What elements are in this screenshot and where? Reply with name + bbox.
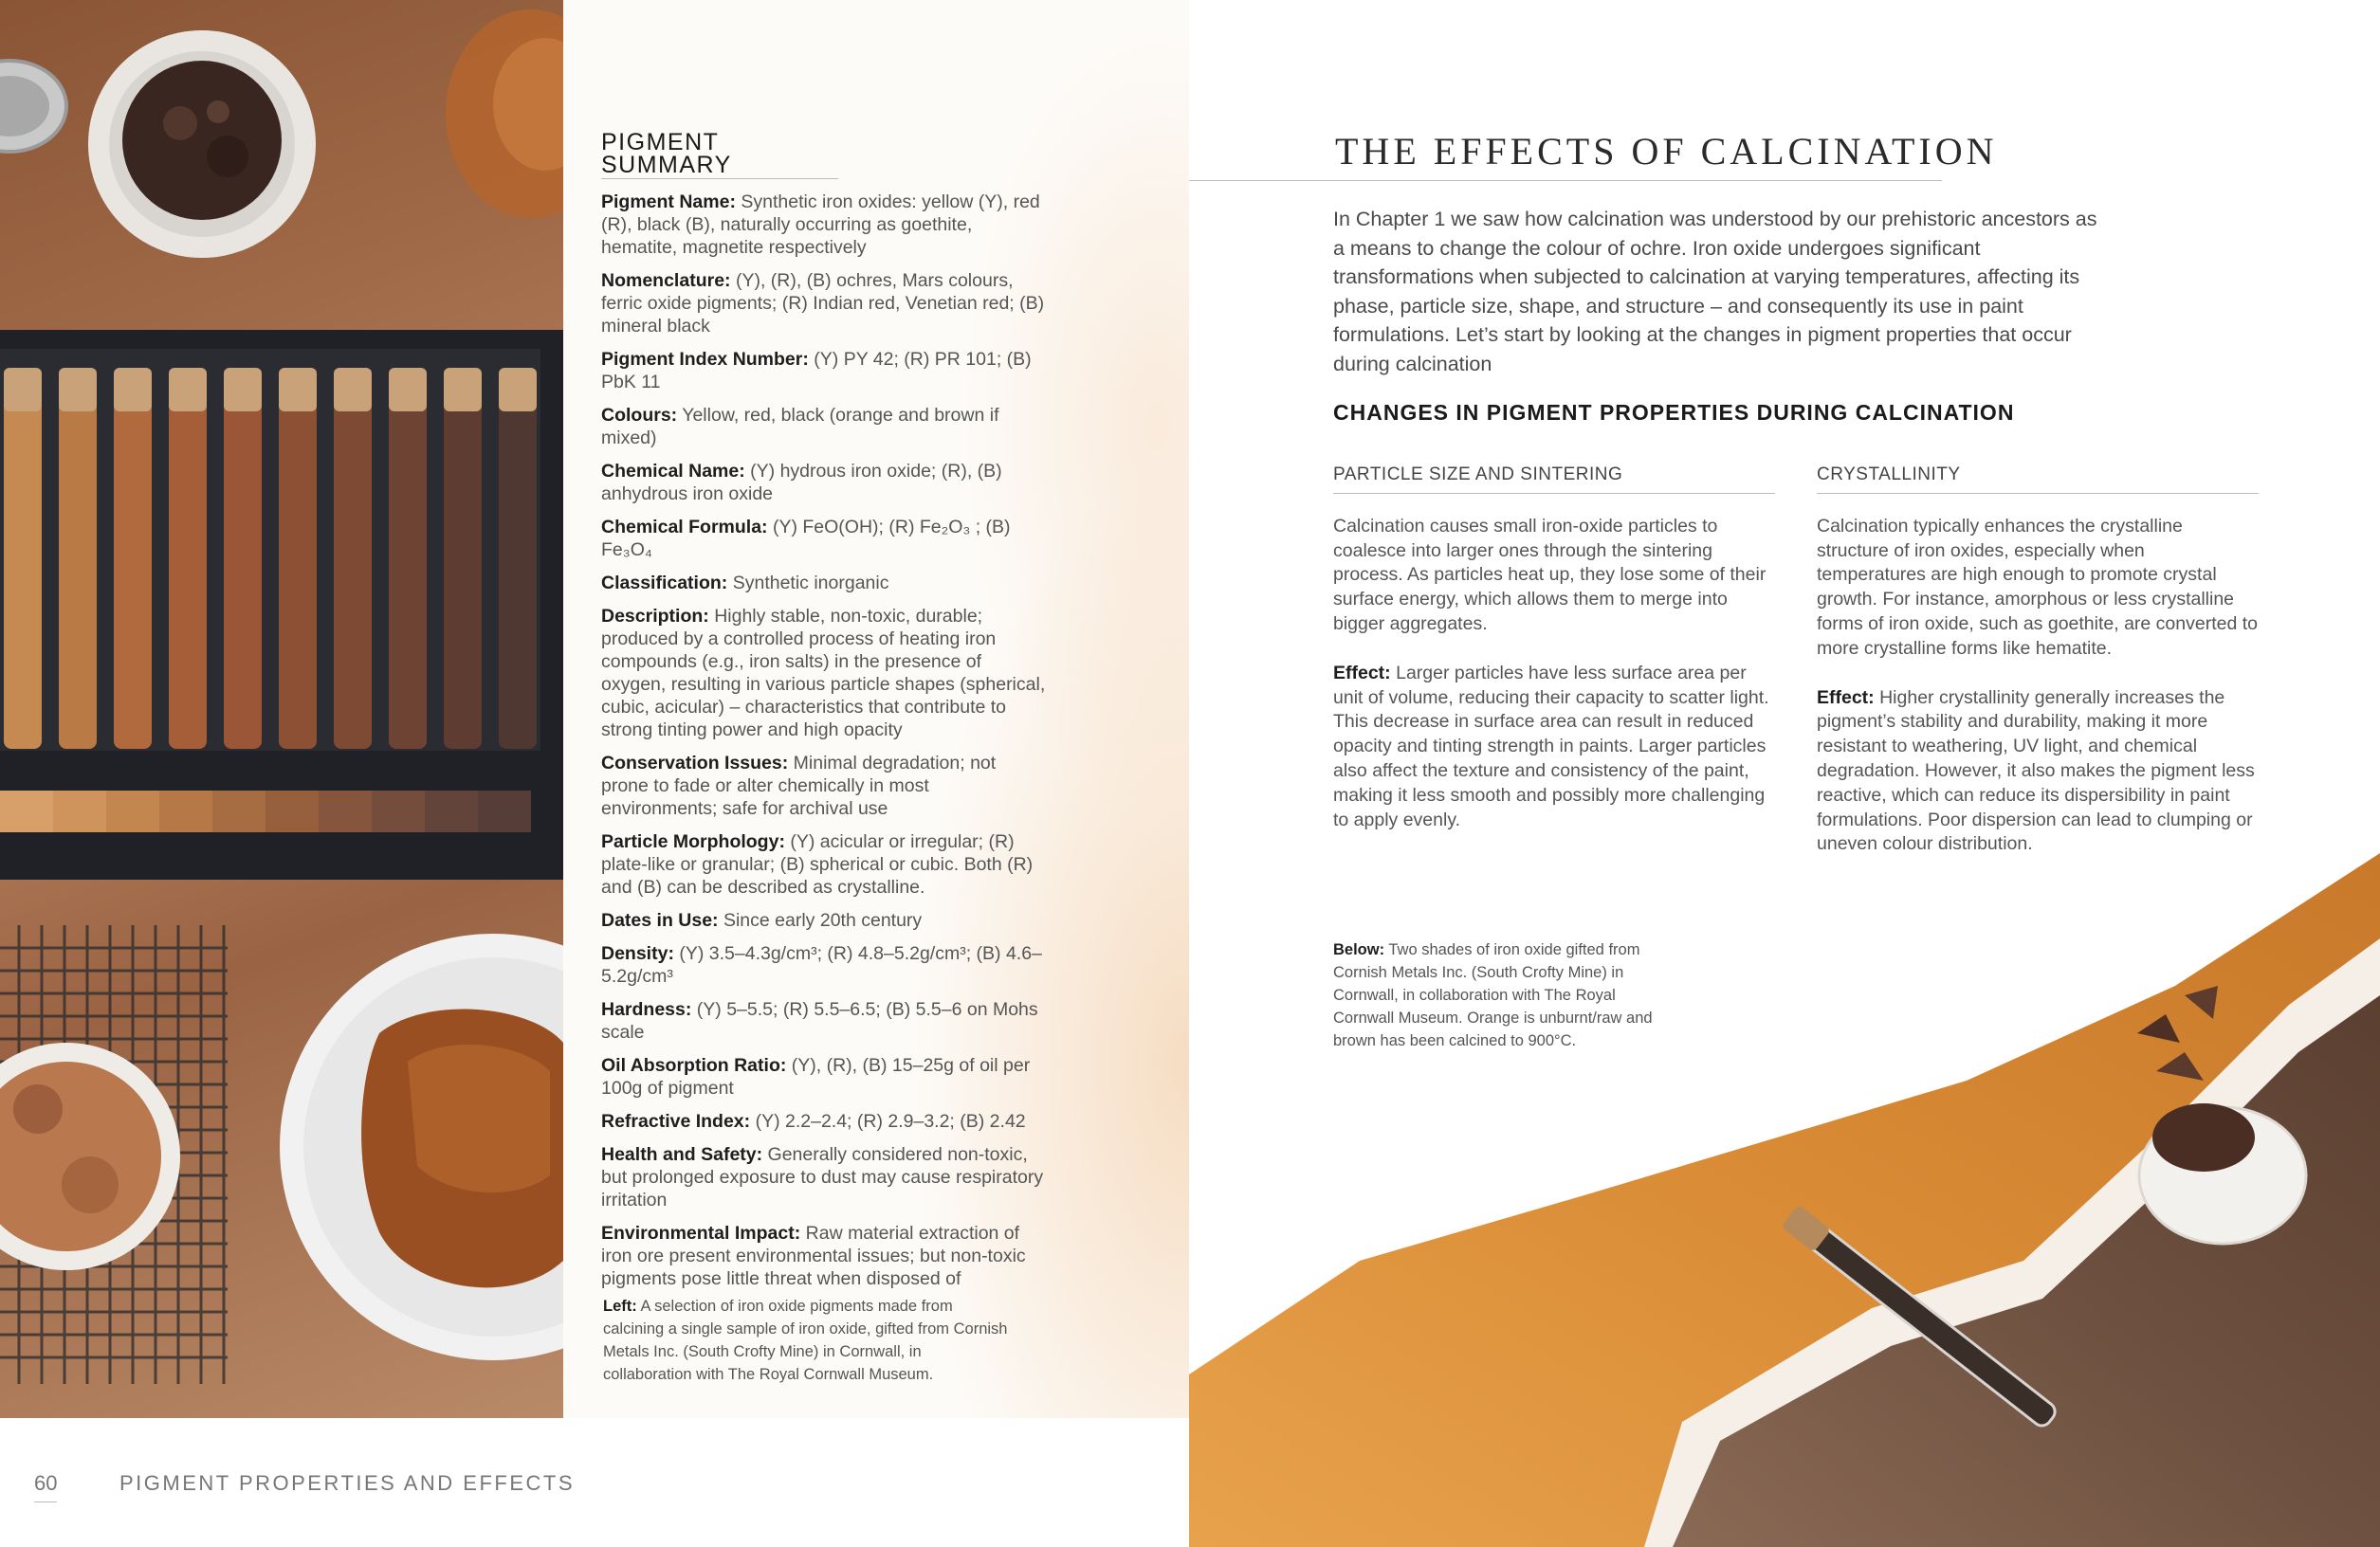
entry-label: Pigment Index Number: bbox=[601, 349, 809, 370]
entry-label: Nomenclature: bbox=[601, 270, 731, 291]
entry-colours bbox=[601, 404, 1047, 449]
entry-text: Highly stable, non-toxic, durable; produced by a controlled process of heating iron compounds (e.g., iron salts) in the presence of oxygen, resulting in various particle shapes (spherical, cubic, acicular) – characteristics that contribute to strong tinting power and high opacity bbox=[601, 606, 1046, 740]
column-crystallinity bbox=[1817, 463, 2259, 882]
entry-text: Generally considered non-toxic, but prolonged exposure to dust may cause respiratory irritation bbox=[601, 1144, 1044, 1210]
pigment-summary bbox=[601, 131, 1047, 1301]
right-photo-caption bbox=[1333, 938, 1675, 1052]
entry-health-safety bbox=[601, 1143, 1047, 1211]
entry-oil-absorption bbox=[601, 1054, 1047, 1100]
entry-text: Raw material extraction of iron ore present environmental issues; but non-toxic pigments pose little threat when disposed of bbox=[601, 1223, 1026, 1289]
entry-text: Yellow, red, black (orange and brown if mixed) bbox=[601, 405, 999, 448]
entry-text: (Y), (R), (B) 15–25g of oil per 100g of pigment bbox=[601, 1055, 1031, 1099]
entry-text: (Y) 5–5.5; (R) 5.5–6.5; (B) 5.5–6 on Mohs scale bbox=[601, 999, 1038, 1043]
caption-label: Left: bbox=[603, 1298, 637, 1315]
entry-text: (Y) PY 42; (R) PR 101; (B) PbK 11 bbox=[601, 349, 1032, 392]
entry-label: Density: bbox=[601, 943, 674, 964]
entry-label: Classification: bbox=[601, 573, 728, 593]
entry-text: (Y), (R), (B) ochres, Mars colours, ferric oxide pigments; (R) Indian red, Venetian red; (B) mineral black bbox=[601, 270, 1045, 337]
section-heading: CHANGES IN PIGMENT PROPERTIES DURING CALCINATION bbox=[1333, 400, 2015, 425]
effect-text: Higher crystallinity generally increases the pigment’s stability and durability, making it more resistant to weathering, UV light, and chemical degradation. However, it also makes the pigment less reactive, which can reduce its dispersibility in paint formulations. Poor dispersion can lead to clumping or uneven colour distribution. bbox=[1817, 686, 2255, 855]
page-number: 60 bbox=[34, 1471, 57, 1502]
entry-label: Chemical Name: bbox=[601, 461, 745, 482]
column-effect bbox=[1333, 662, 1775, 833]
pigment-photo-left bbox=[0, 0, 563, 1418]
entry-environmental-impact bbox=[601, 1222, 1047, 1290]
entry-label: Chemical Formula: bbox=[601, 517, 768, 537]
column-particle-size bbox=[1333, 463, 1775, 857]
effect-label: Effect: bbox=[1817, 686, 1875, 708]
entry-text: Synthetic inorganic bbox=[732, 573, 889, 593]
entry-dates-in-use bbox=[601, 909, 1047, 932]
entry-chemical-formula bbox=[601, 516, 1047, 561]
entry-label: Health and Safety: bbox=[601, 1144, 763, 1165]
entry-refractive-index bbox=[601, 1110, 1047, 1133]
entry-label: Conservation Issues: bbox=[601, 753, 789, 774]
column-paragraph: Calcination causes small iron-oxide particles to coalesce into larger ones through the sintering process. As particles heat up, they lose some of their surface energy, which allows them to merge into bigger aggregates. bbox=[1333, 515, 1767, 634]
effect-label: Effect: bbox=[1333, 662, 1391, 683]
column-heading: PARTICLE SIZE AND SINTERING bbox=[1333, 463, 1775, 494]
entry-classification bbox=[601, 572, 1047, 594]
column-heading: CRYSTALLINITY bbox=[1817, 463, 2259, 494]
entry-conservation bbox=[601, 752, 1047, 820]
entry-hardness bbox=[601, 998, 1047, 1044]
entry-label: Particle Morphology: bbox=[601, 831, 785, 852]
entry-pigment-index bbox=[601, 348, 1047, 393]
entry-text: (Y) 2.2–2.4; (R) 2.9–3.2; (B) 2.42 bbox=[755, 1111, 1026, 1132]
entry-label: Dates in Use: bbox=[601, 910, 719, 931]
entry-label: Environmental Impact: bbox=[601, 1223, 801, 1244]
summary-title: PIGMENT SUMMARY bbox=[601, 131, 838, 179]
entry-label: Colours: bbox=[601, 405, 678, 426]
column-effect bbox=[1817, 686, 2259, 858]
entry-density bbox=[601, 942, 1047, 988]
pigment-swatch-strip bbox=[0, 791, 531, 832]
entry-text: (Y) hydrous iron oxide; (R), (B) anhydrous iron oxide bbox=[601, 461, 1002, 504]
entry-particle-morphology bbox=[601, 830, 1047, 899]
entry-text: (Y) acicular or irregular; (R) plate-like or granular; (B) spherical or cubic. Both (R) and (B) can be described as crystalline. bbox=[601, 831, 1034, 898]
entry-text: (Y) FeO(OH); (R) Fe₂O₃ ; (B) Fe₃O₄ bbox=[601, 517, 1011, 560]
intro-paragraph: In Chapter 1 we saw how calcination was understood by our prehistoric ancestors as a means to change the colour of ochre. Iron oxide undergoes significant transformations when subjected to calcination at varying temperatures, affecting its phase, particle size, shape, and structure – and consequently its use in paint formulations. Let’s start by looking at the changes in pigment properties that occur during calcination bbox=[1333, 208, 2097, 375]
entry-label: Hardness: bbox=[601, 999, 692, 1020]
entry-description bbox=[601, 605, 1047, 741]
entry-pigment-name bbox=[601, 191, 1047, 259]
caption-label: Below: bbox=[1333, 941, 1385, 958]
effect-text: Larger particles have less surface area per unit of volume, reducing their capacity to scatter light. This decrease in surface area can result in reduced opacity and tinting strength in paints. Larger particles also affect the texture and consistency of the paint, making it less smooth and possibly more challenging to apply evenly. bbox=[1333, 662, 1769, 830]
column-paragraph: Calcination typically enhances the crystalline structure of iron oxides, especially when temperatures are high enough to promote crystal growth. For instance, amorphous or less crystalline forms of iron oxide, such as goethite, are converted to more crystalline forms like hematite. bbox=[1817, 515, 2259, 659]
title-divider bbox=[1189, 180, 1942, 181]
running-footer: PIGMENT PROPERTIES AND EFFECTS bbox=[119, 1471, 576, 1495]
entry-chemical-name bbox=[601, 460, 1047, 505]
pigment-photo-illustration bbox=[0, 0, 563, 1418]
entry-label: Pigment Name: bbox=[601, 191, 736, 212]
right-page bbox=[1189, 0, 2380, 1547]
entry-label: Oil Absorption Ratio: bbox=[601, 1055, 787, 1076]
left-page bbox=[0, 0, 1189, 1547]
entry-nomenclature bbox=[601, 269, 1047, 337]
left-photo-caption bbox=[603, 1295, 1011, 1386]
caption-text: Two shades of iron oxide gifted from Cornish Metals Inc. (South Crofty Mine) in Cornwall, in collaboration with The Royal Cornwall Museum. Orange is unburnt/raw and brown has been calcined to 900°C. bbox=[1333, 941, 1653, 1049]
caption-text: A selection of iron oxide pigments made from calcining a single sample of iron oxide, gifted from Cornish Metals Inc. (South Crofty Mine) in Cornwall, in collaboration with The Royal Cornwall Museum. bbox=[603, 1298, 1008, 1383]
chapter-title: THE EFFECTS OF CALCINATION bbox=[1335, 130, 1998, 173]
entry-label: Refractive Index: bbox=[601, 1111, 751, 1132]
entry-label: Description: bbox=[601, 606, 709, 627]
entry-text: (Y) 3.5–4.3g/cm³; (R) 4.8–5.2g/cm³; (B) 4.6–5.2g/cm³ bbox=[601, 943, 1042, 987]
entry-text: Synthetic iron oxides: yellow (Y), red (R), black (B), naturally occurring as goethite, hematite, magnetite respectively bbox=[601, 191, 1040, 258]
entry-text: Minimal degradation; not prone to fade or alter chemically in most environments; safe for archival use bbox=[601, 753, 997, 819]
entry-text: Since early 20th century bbox=[723, 910, 923, 931]
